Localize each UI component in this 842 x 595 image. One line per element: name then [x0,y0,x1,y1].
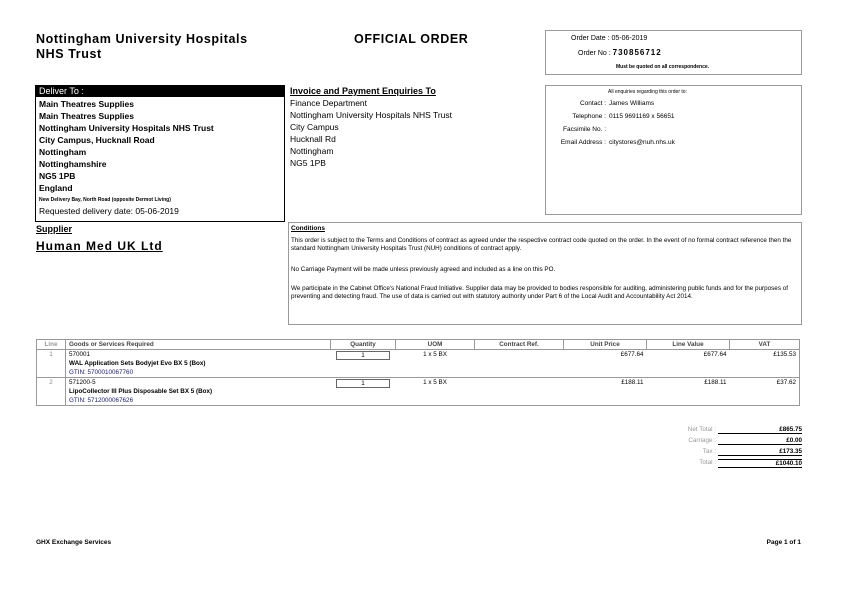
order-number-label: Order No : [578,50,611,57]
product-code: 571200-5 [69,379,96,386]
carriage-value: £0.00 [718,437,802,445]
enquiries-note: All enquiries regarding this order to: [608,89,687,95]
deliver-line: Main Theatres Supplies [39,99,134,109]
contact-value: James Williams [609,100,655,107]
supplier-label: Supplier [36,224,73,234]
order-lines-table [36,339,800,406]
grand-total-value: £1040.10 [718,459,802,468]
unit-price-cell: £677.64 [564,350,647,378]
col-uom: UOM [396,340,475,350]
deliver-to-heading: Deliver To : [36,86,284,97]
footer-provider: GHX Exchange Services [36,539,112,546]
deliver-line: Nottinghamshire [39,159,107,169]
line-value-cell: £677.64 [647,350,730,378]
quote-note: Must be quoted on all correspondence. [616,64,710,70]
conditions-box [288,222,802,325]
deliver-line: Nottingham University Hospitals NHS Trust [39,123,214,133]
uom-cell: 1 x 5 BX [396,378,475,406]
quantity-cell [331,378,396,406]
product-description: WAL Application Sets Bodyjet Evo BX 5 (Box) [69,360,206,367]
invoice-line: Finance Department [290,98,368,108]
product-code: 570001 [69,351,91,358]
carriage-row [660,437,802,447]
contact-label: Contact : [579,100,606,107]
quantity-value: 1 [336,351,390,360]
order-info-box [545,30,802,75]
net-total-value: £865.75 [718,426,802,434]
document-title: OFFICIAL ORDER [354,32,469,46]
conditions-paragraph: No Carriage Payment will be made unless previously agreed and included as a line on this PO. [291,266,556,273]
order-date-label: Order Date : [571,35,610,42]
deliver-line: Nottingham [39,147,87,157]
col-unit-price: Unit Price [564,340,647,350]
invoice-line: NG5 1PB [290,158,326,168]
requested-delivery-date: Requested delivery date: 05-06-2019 [39,206,179,216]
deliver-line: NG5 1PB [39,171,76,181]
unit-price-cell: £188.11 [564,378,647,406]
carriage-label: Carriage : [688,437,716,444]
col-line-value: Line Value [647,340,730,350]
conditions-paragraph: We participate in the Cabinet Office's National Fraud Initiative. Supplier data may be provided to bodies responsible for auditing, administering public funds and for the purposes of preventing and detecting fraud. The use of data is carried out with statutory authority under Part 6 of the Local Audit and Accountability Act 2014. [291,285,788,300]
product-description: LipoCollector III Plus Disposable Set BX 5 (Box) [69,388,213,395]
vat-cell: £135.53 [730,350,800,378]
quantity-value: 1 [336,379,390,388]
conditions-heading: Conditions [291,225,325,232]
page-number: Page 1 of 1 [766,539,801,546]
deliver-line: England [39,183,73,193]
col-goods: Goods or Services Required [66,340,331,350]
quantity-cell [331,350,396,378]
delivery-note: New Delivery Bay, North Road (opposite Dermot Living) [39,197,171,203]
col-quantity: Quantity [331,340,396,350]
order-date [571,35,647,42]
telephone-label: Telephone : [572,113,606,120]
net-total-row [660,426,802,436]
col-vat: VAT [730,340,800,350]
email-label: Email Address : [560,139,606,146]
deliver-to-box [35,85,285,222]
vat-cell: £37.62 [730,378,800,406]
table-row [37,350,800,378]
deliver-line: City Campus, Hucknall Road [39,135,155,145]
product-gtin: GTIN: 5712000067626 [69,397,134,404]
grand-total-row [660,459,802,469]
email-value[interactable]: citystores@nuh.nhs.uk [609,139,675,146]
contract-cell [475,350,564,378]
col-line: Line [37,340,66,350]
telephone-value: 0115 9691169 x 56651 [609,113,675,120]
contact-box [545,85,802,215]
grand-total-label: Total : [699,459,716,466]
invoice-line: City Campus [290,122,339,132]
line-value-cell: £188.11 [647,378,730,406]
invoice-enquiries [290,86,545,169]
invoice-line: Nottingham University Hospitals NHS Trust [290,110,453,120]
supplier-name: Human Med UK Ltd [36,239,163,253]
invoice-heading: Invoice and Payment Enquiries To [290,86,436,96]
trust-name-line1: Nottingham University Hospitals [36,32,248,46]
col-contract: Contract Ref. [475,340,564,350]
product-gtin: GTIN: 5700010067760 [69,369,134,376]
uom-cell: 1 x 5 BX [396,350,475,378]
trust-name [36,32,248,62]
invoice-line: Nottingham [290,146,334,156]
order-date-value: 05-06-2019 [611,35,648,42]
line-number: 2 [37,378,66,406]
net-total-label: Net Total : [687,426,716,433]
tax-value: £173.35 [718,448,802,456]
line-number: 1 [37,350,66,378]
tax-row [660,448,802,458]
fax-label: Facsimile No. : [563,126,606,133]
invoice-line: Hucknall Rd [290,134,336,144]
deliver-line: Main Theatres Supplies [39,111,134,121]
goods-cell [66,378,331,406]
trust-name-line2: NHS Trust [36,47,102,61]
conditions-paragraph: This order is subject to the Terms and Conditions of contract as agreed under the respective contract code quoted on the order. In the event of no formal contract reference then the standard Nottingham University Hospitals Trust (NUH) conditions of contract apply. [291,237,792,252]
table-row [37,378,800,406]
contract-cell [475,378,564,406]
goods-cell [66,350,331,378]
table-header-row [37,340,800,350]
tax-label: Tax : [702,448,716,455]
order-number-value: 730856712 [612,48,662,57]
order-number [578,48,662,57]
